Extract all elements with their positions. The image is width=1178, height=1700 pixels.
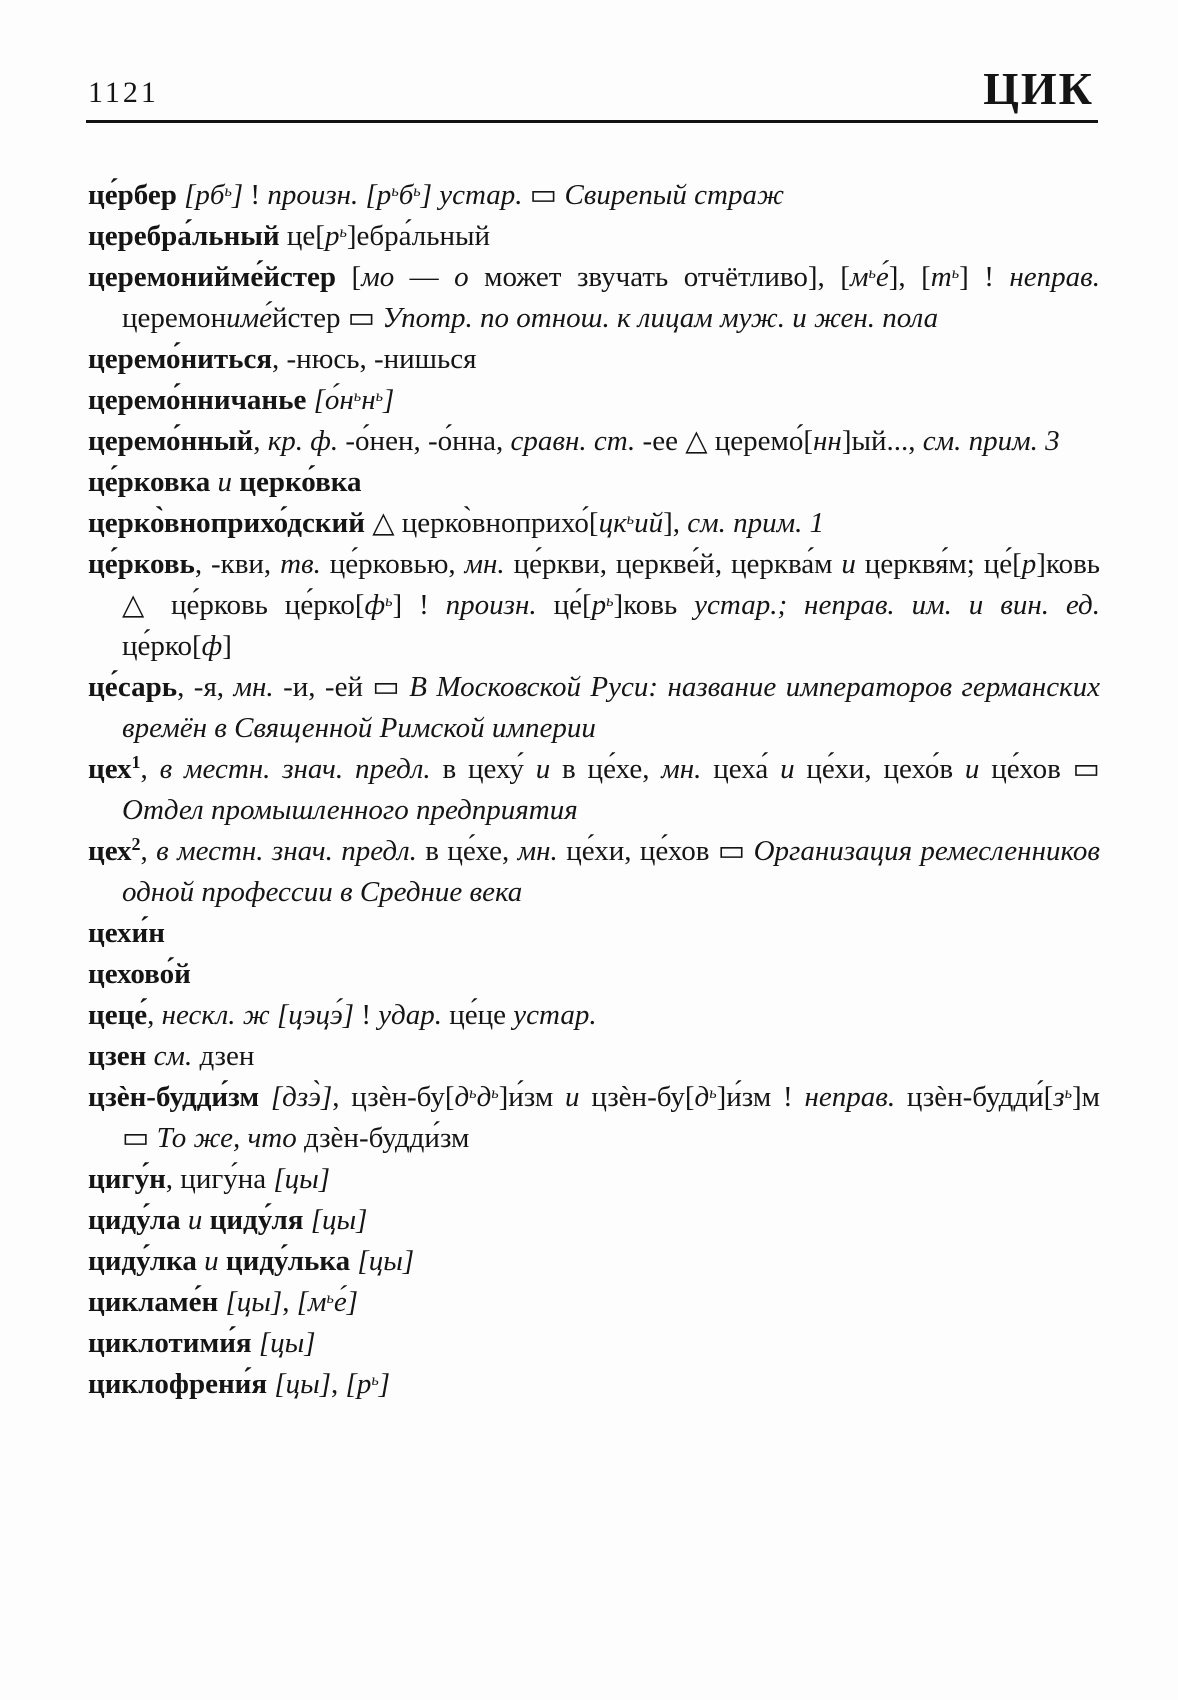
dictionary-entry: цех$^1$, в местн. знач. предл. в цеху́ и в це́хе, мн. цеха́ и це́хи, цехо́в и це́хов ▭ Отдел промышленного предприятия — [88, 752, 1101, 826]
dictionary-entry: церко̀вноприхо́дский △ $церко̀вноприхо́[цк^ьий]$, см. прим. 1 — [88, 507, 825, 539]
header-rule — [86, 120, 1098, 123]
dictionary-entry: церемо́ниться, -нюсь, -нишься — [88, 343, 477, 375]
dictionary-entry: цех$^2$, в местн. знач. предл. в це́хе, мн. це́хи, це́хов ▭ Организация ремесленников одной профессии в Средние века — [88, 834, 1101, 908]
dictionary-entry: цехи́н — [88, 917, 165, 949]
dictionary-entry: церемо́нный, кр. ф. -о́нен, -о́нна, сравн. ст. -ее △ церемо́[нн]ый..., см. прим. 3 — [88, 425, 1060, 457]
dictionary-entry: церемонийме́йстер [мо — о может звучать отчётливо], $[м^ье́]$, $[т^ь]$ ! неправ. церемониме́йстер ▭ Употр. по отнош. к лицам муж. и жен. пола — [88, 261, 1100, 334]
dictionary-entry: циклотими́я [цы] — [88, 1327, 316, 1359]
dictionary-entry: цигу́н, цигу́на [цы] — [88, 1163, 331, 1195]
dictionary-entry: циклофрени́я [цы], $[р^ь]$ — [88, 1368, 391, 1400]
dictionary-entry: цехово́й — [88, 958, 191, 990]
dictionary-entry: цзен см. дзен — [88, 1040, 255, 1072]
dictionary-entry: це́рбер $[рб^ь]$ ! произн. $[р^ьб^ь]$ устар. ▭ Свирепый страж — [88, 179, 784, 211]
dictionary-entry: циду́лка и циду́лька [цы] — [88, 1245, 415, 1277]
dictionary-entry: цеце́, нескл. ж [цэцэ́] ! удар. це́це устар. — [88, 999, 597, 1031]
dictionary-entry: це́сарь, -я, мн. -и, -ей ▭ В Московской Руси: название императоров германских времён в Священной Римской империи — [88, 671, 1100, 744]
dictionary-entry: це́рковь, -кви, тв. це́рковью, мн. це́ркви, церкве́й, церква́м и церквя́м; це́[р]ковь △ це́рковь $це́рко[ф^ь]$ ! произн. $це́[р^ь]ковь$ устар.; неправ. им. и вин. ед. це́рко[ф] — [88, 548, 1100, 662]
dictionary-entry: церебра́льный $це[р^ь]ебра́льный$ — [88, 220, 490, 252]
page-header — [0, 0, 1178, 112]
dictionary-entry: церемо́нничанье $[о́н^ьн^ь]$ — [88, 384, 395, 416]
dictionary-entry: цзѐн-будди́зм [дзэ̀], цзѐн-$бу[д^ьд^ь]и́зм$ и цзѐн-$бу[д^ь]и́зм$ ! неправ. цзѐн-$будди́[з^ь]м$ ▭ То же, что дзѐн-будди́зм — [88, 1081, 1101, 1154]
entries-list — [88, 175, 1100, 1405]
dictionary-entry: цикламе́н [цы], $[м^ье́]$ — [88, 1286, 359, 1318]
running-head: ЦИК — [983, 63, 1094, 114]
page-number: 1121 — [88, 76, 159, 109]
dictionary-entry: це́рковка и церко́вка — [88, 466, 362, 498]
dictionary-entry: циду́ла и циду́ля [цы] — [88, 1204, 368, 1236]
